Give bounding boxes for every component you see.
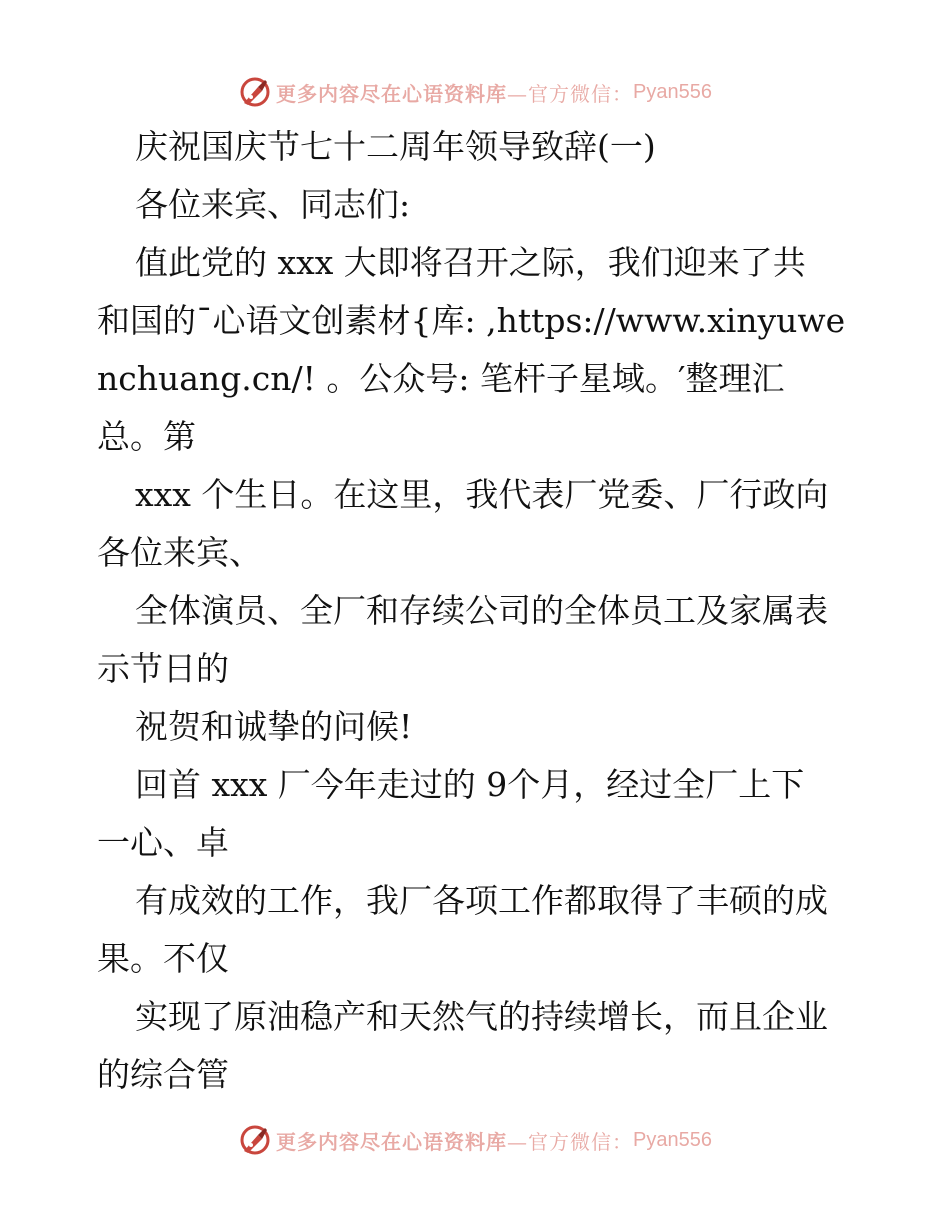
header-watermark-banner bbox=[0, 72, 950, 112]
header-banner-sub-text: —官方微信： bbox=[507, 81, 634, 106]
paragraph3-line2: 示节日的 bbox=[97, 649, 229, 688]
paragraph1-line3: nchuang.cn/! 。公众号: 笔杆子星域。′整理汇 bbox=[97, 359, 785, 398]
footer-banner-main-text: 更多内容尽在心语资料库 bbox=[276, 1129, 508, 1154]
paragraph1-line4: 总。第 bbox=[97, 417, 196, 456]
paragraph6-line1: 有成效的工作，我厂各项工作都取得了丰硕的成 bbox=[135, 881, 828, 920]
pen-logo-icon bbox=[238, 75, 272, 109]
footer-watermark-banner bbox=[0, 1120, 950, 1160]
paragraph5-line1: 回首 xxx 厂今年走过的 9个月，经过全厂上下 bbox=[135, 765, 805, 804]
document-title: 庆祝国庆节七十二周年领导致辞(一) bbox=[135, 127, 656, 166]
footer-banner-sub-text: —官方微信： bbox=[507, 1129, 634, 1154]
paragraph7-line1: 实现了原油稳产和天然气的持续增长，而且企业 bbox=[135, 997, 828, 1036]
header-banner-wechat-id: Pyan556 bbox=[633, 80, 712, 103]
greeting-line: 各位来宾、同志们: bbox=[135, 185, 411, 224]
paragraph2-line1: xxx 个生日。在这里，我代表厂党委、厂行政向 bbox=[135, 475, 829, 514]
pen-logo-icon bbox=[238, 1123, 272, 1157]
paragraph4-line1: 祝贺和诚挚的问候! bbox=[135, 707, 413, 746]
paragraph7-line2: 的综合管 bbox=[97, 1055, 229, 1094]
paragraph1-line1: 值此党的 xxx 大即将召开之际，我们迎来了共 bbox=[135, 243, 806, 282]
paragraph6-line2: 果。不仅 bbox=[97, 939, 229, 978]
paragraph2-line2: 各位来宾、 bbox=[97, 533, 262, 572]
header-banner-main-text: 更多内容尽在心语资料库 bbox=[276, 81, 508, 106]
paragraph3-line1: 全体演员、全厂和存续公司的全体员工及家属表 bbox=[135, 591, 828, 630]
document-body bbox=[97, 118, 857, 1104]
paragraph1-line2: 和国的¯心语文创素材{库: ,https://www.xinyuwe bbox=[97, 301, 846, 340]
paragraph5-line2: 一心、卓 bbox=[97, 823, 229, 862]
footer-banner-wechat-id: Pyan556 bbox=[633, 1128, 712, 1151]
